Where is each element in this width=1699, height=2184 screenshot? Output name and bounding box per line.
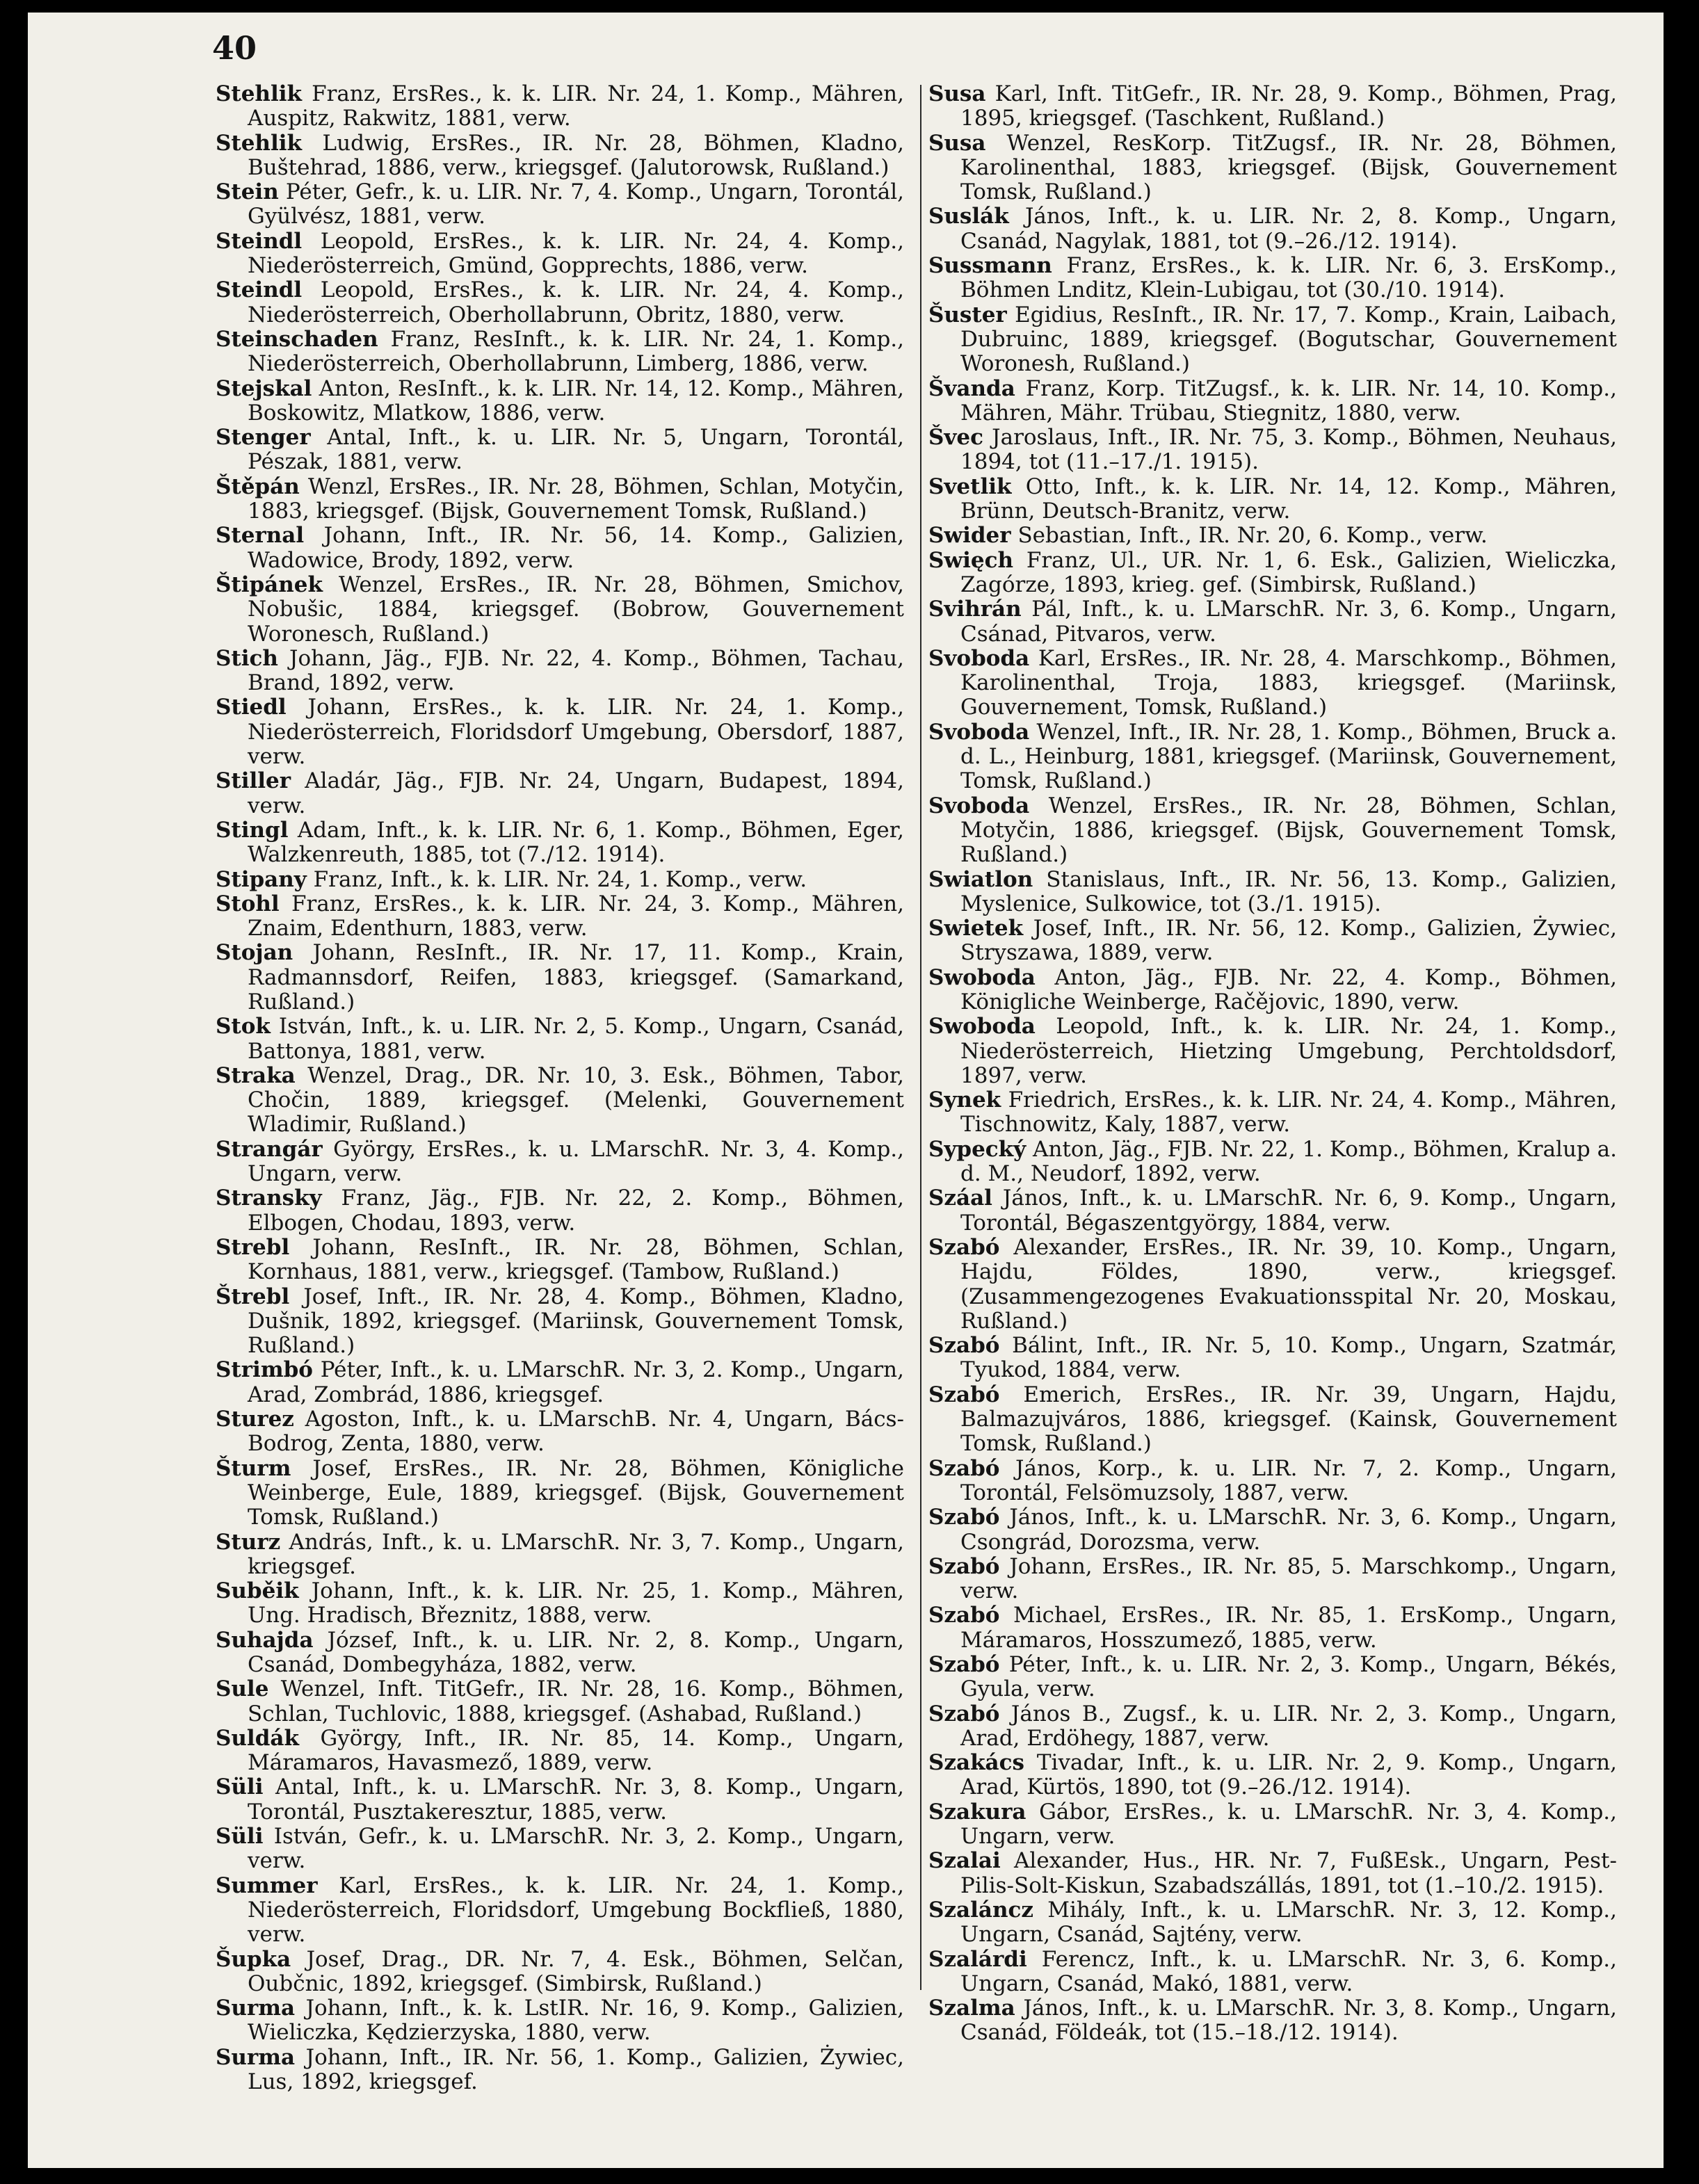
entry-surname: Svoboda (928, 645, 1030, 671)
register-entry (928, 524, 1617, 548)
entry-details: Wenzel, ResKorp. TitZugsf., IR. Nr. 28, Böhmen, Karolinenthal, 1883, kriegsgef. (Bijsk, Gouvernement Tomsk, Rußland.) (960, 130, 1617, 205)
entry-details: Bálint, Inft., IR. Nr. 5, 10. Komp., Ungarn, Szatmár, Tyukod, 1884, verw. (960, 1333, 1617, 1383)
register-entry (216, 1457, 904, 1530)
entry-details: Gábor, ErsRes., k. u. LMarschR. Nr. 3, 4. Komp., Ungarn, verw. (960, 1799, 1617, 1850)
register-entry (928, 1653, 1617, 1702)
entry-surname: Steindl (216, 228, 303, 254)
register-entry (216, 1628, 904, 1678)
entry-surname: Steindl (216, 277, 303, 303)
entry-surname: Stehlik (216, 81, 302, 106)
left-column (216, 82, 904, 2094)
register-entry (216, 377, 904, 426)
entry-surname: Stich (216, 645, 278, 671)
entry-details: János, Inft., k. u. LMarschR. Nr. 3, 8. Komp., Ungarn, Csanád, Földeák, tot (15.–18./12. 1914). (960, 1996, 1617, 2046)
register-entry (928, 916, 1617, 966)
entry-details: Péter, Gefr., k. u. LIR. Nr. 7, 4. Komp., Ungarn, Torontál, Gyülvész, 1881, verw. (248, 179, 904, 229)
register-entry (216, 1825, 904, 1874)
entry-surname: Stingl (216, 817, 289, 843)
entry-details: Franz, ErsRes., k. k. LIR. Nr. 24, 1. Komp., Mähren, Auspitz, Rakwitz, 1881, verw. (248, 81, 904, 131)
column-divider (920, 85, 921, 1990)
entry-details: Franz, ErsRes., k. k. LIR. Nr. 24, 3. Komp., Mähren, Znaim, Edenthurn, 1883, verw. (248, 891, 904, 941)
entry-details: Josef, Inft., IR. Nr. 28, 4. Komp., Böhmen, Kladno, Dušnik, 1892, kriegsgef. (Mariinsk, Gouvernement Tomsk, Rußland.) (248, 1284, 904, 1359)
register-entry (216, 229, 904, 279)
right-column (928, 82, 1617, 2046)
entry-details: Johann, Inft., k. k. LstIR. Nr. 16, 9. Komp., Galizien, Wieliczka, Kędzierzyska, 1880, verw. (248, 1996, 904, 2046)
entry-surname: Stein (216, 179, 279, 205)
entry-details: János, Inft., k. u. LMarschR. Nr. 3, 6. Komp., Ungarn, Csongrád, Dorozsma, verw. (960, 1505, 1617, 1555)
register-entry (216, 941, 904, 1014)
register-entry (216, 868, 904, 892)
entry-surname: Strangár (216, 1136, 323, 1162)
entry-details: József, Inft., k. u. LIR. Nr. 2, 8. Komp., Ungarn, Csanád, Dombegyháza, 1882, verw. (248, 1627, 904, 1677)
register-entry (216, 327, 904, 377)
entry-surname: Šuster (928, 302, 1007, 327)
entry-details: Johann, Inft., k. k. LIR. Nr. 25, 1. Komp., Mähren, Ung. Hradisch, Březnitz, 1888, verw. (248, 1578, 904, 1628)
register-entry (216, 524, 904, 573)
register-entry (928, 1849, 1617, 1898)
register-entry (928, 1457, 1617, 1506)
entry-surname: Štrebl (216, 1284, 290, 1309)
entry-surname: Szaláncz (928, 1897, 1033, 1923)
register-entry (216, 573, 904, 647)
entry-details: Leopold, Inft., k. k. LIR. Nr. 24, 1. Komp., Niederösterreich, Hietzing Umgebung, Perchtoldsdorf, 1897, verw. (960, 1014, 1617, 1088)
entry-surname: Suběik (216, 1578, 299, 1604)
register-entry (216, 818, 904, 868)
entry-surname: Szabó (928, 1652, 1000, 1677)
register-entry (928, 1334, 1617, 1383)
entry-surname: Stipany (216, 866, 307, 892)
entry-details: Alexander, ErsRes., IR. Nr. 39, 10. Komp., Ungarn, Hajdu, Földes, 1890, verw., kriegsgef. (Zusammengezogenes Evakuationsspital Nr. 20, Moskau, Rußland.) (960, 1234, 1617, 1334)
entry-surname: Synek (928, 1087, 1001, 1113)
entry-details: Egidius, ResInft., IR. Nr. 17, 7. Komp., Krain, Laibach, Dubruinc, 1889, kriegsgef. (Bogutschar, Gouvernement Woronesh, Rußland.) (960, 302, 1617, 377)
entry-surname: Stojan (216, 940, 293, 966)
entry-details: Péter, Inft., k. u. LIR. Nr. 2, 3. Komp., Ungarn, Békés, Gyula, verw. (960, 1652, 1617, 1702)
entry-details: Adam, Inft., k. k. LIR. Nr. 6, 1. Komp., Böhmen, Eger, Walzkenreuth, 1885, tot (7./12. 1914). (248, 817, 904, 868)
entry-surname: Szabó (928, 1701, 1000, 1726)
entry-details: Wenzel, ErsRes., IR. Nr. 28, Böhmen, Smichov, Nobušic, 1884, kriegsgef. (Bobrow, Gouvernement Woronesch, Rußland.) (248, 572, 904, 647)
register-entry (928, 1014, 1617, 1088)
register-entry (216, 647, 904, 696)
register-entry (216, 180, 904, 229)
register-entry (216, 1014, 904, 1064)
entry-surname: Sturz (216, 1529, 281, 1555)
entry-surname: Szabó (928, 1234, 1000, 1260)
entry-details: Alexander, Hus., HR. Nr. 7, FußEsk., Ungarn, Pest-Pilis-Solt-Kiskun, Szabadszállás, 1891, tot (1.–10./2. 1915). (960, 1848, 1617, 1898)
register-entry (928, 647, 1617, 720)
register-entry (216, 1236, 904, 1285)
entry-surname: Szakács (928, 1750, 1024, 1776)
register-entry (928, 204, 1617, 254)
register-entry (928, 1236, 1617, 1334)
entry-details: Ludwig, ErsRes., IR. Nr. 28, Böhmen, Kladno, Buštehrad, 1886, verw., kriegsgef. (Jalutorowsk, Rußland.) (248, 130, 904, 180)
entry-surname: Susa (928, 81, 986, 106)
entry-details: Franz, ErsRes., k. k. LIR. Nr. 6, 3. ErsKomp., Böhmen Lnditz, Klein-Lubigau, tot (30./10. 1914). (960, 253, 1617, 303)
register-entry (216, 278, 904, 327)
entry-details: Otto, Inft., k. k. LIR. Nr. 14, 12. Komp., Mähren, Brünn, Deutsch-Branitz, verw. (960, 474, 1617, 524)
entry-details: Josef, Inft., IR. Nr. 56, 12. Komp., Galizien, Żywiec, Stryszawa, 1889, verw. (960, 916, 1617, 966)
entry-surname: Svoboda (928, 793, 1030, 818)
register-entry (216, 1775, 904, 1825)
register-entry (928, 1603, 1617, 1653)
register-entry (928, 254, 1617, 303)
entry-details: Sebastian, Inft., IR. Nr. 20, 6. Komp., verw. (1010, 523, 1488, 549)
entry-details: Karl, Inft. TitGefr., IR. Nr. 28, 9. Komp., Böhmen, Prag, 1895, kriegsgef. (Taschkent, Rußland.) (960, 81, 1617, 131)
entry-surname: Szakura (928, 1799, 1026, 1825)
register-entry (216, 1726, 904, 1776)
register-entry (216, 1358, 904, 1407)
entry-surname: Švec (928, 425, 983, 451)
register-entry (928, 1702, 1617, 1752)
register-entry (928, 597, 1617, 647)
document-page (28, 13, 1664, 2168)
entry-details: Leopold, ErsRes., k. k. LIR. Nr. 24, 4. Komp., Niederösterreich, Oberhollabrunn, Obritz, 1880, verw. (248, 277, 904, 327)
register-entry (216, 131, 904, 181)
entry-details: István, Inft., k. u. LIR. Nr. 2, 5. Komp., Ungarn, Csanád, Battonya, 1881, verw. (248, 1014, 904, 1064)
register-entry (928, 966, 1617, 1015)
entry-details: Karl, ErsRes., k. k. LIR. Nr. 24, 1. Komp., Niederösterreich, Floridsdorf, Umgebung Bockfließ, 1880, verw. (248, 1872, 904, 1948)
entry-surname: Susa (928, 130, 986, 156)
entry-details: Wenzl, ErsRes., IR. Nr. 28, Böhmen, Schlan, Motyčin, 1883, kriegsgef. (Bijsk, Gouvernement Tomsk, Rußland.) (248, 474, 904, 524)
register-entry (928, 475, 1617, 524)
entry-surname: Sturez (216, 1407, 294, 1432)
entry-details: Mihály, Inft., k. u. LMarschR. Nr. 3, 12. Komp., Ungarn, Csanád, Sajtény, verw. (960, 1897, 1617, 1948)
register-entry (928, 1186, 1617, 1236)
entry-details: Péter, Inft., k. u. LMarschR. Nr. 3, 2. Komp., Ungarn, Arad, Zombrád, 1886, kriegsgef. (248, 1357, 904, 1407)
register-entry (928, 131, 1617, 205)
entry-details: István, Gefr., k. u. LMarschR. Nr. 3, 2. Komp., Ungarn, verw. (248, 1824, 904, 1874)
register-entry (216, 1186, 904, 1236)
entry-surname: Sternal (216, 523, 305, 549)
register-entry (216, 1579, 904, 1628)
entry-details: Stanislaus, Inft., IR. Nr. 56, 13. Komp., Galizien, Myslenice, Sulkowice, tot (3./1. 1915). (960, 866, 1617, 916)
register-entry (928, 1555, 1617, 1604)
register-entry (928, 1948, 1617, 1997)
entry-details: György, ErsRes., k. u. LMarschR. Nr. 3, 4. Komp., Ungarn, verw. (248, 1136, 904, 1187)
entry-details: Johann, Inft., IR. Nr. 56, 1. Komp., Galizien, Żywiec, Lus, 1892, kriegsgef. (248, 2044, 904, 2095)
register-entry (216, 1996, 904, 2046)
register-entry (928, 1751, 1617, 1800)
register-entry (216, 1677, 904, 1726)
register-entry (928, 720, 1617, 794)
entry-details: János, Korp., k. u. LIR. Nr. 7, 2. Komp., Ungarn, Torontál, Felsömuzsoly, 1887, verw. (960, 1455, 1617, 1505)
register-entry (928, 1088, 1617, 1138)
page-number: 40 (212, 29, 257, 67)
entry-surname: Svetlik (928, 474, 1012, 499)
register-entry (216, 892, 904, 941)
entry-surname: Stenger (216, 425, 311, 451)
entry-surname: Štěpán (216, 474, 300, 499)
entry-surname: Sussmann (928, 253, 1052, 279)
entry-surname: Stransky (216, 1186, 322, 1211)
entry-details: Franz, ResInft., k. k. LIR. Nr. 24, 1. Komp., Niederösterreich, Oberhollabrunn, Limberg, 1886, verw. (248, 326, 904, 377)
entry-surname: Süli (216, 1774, 264, 1800)
entry-details: Wenzel, Inft., IR. Nr. 28, 1. Komp., Böhmen, Bruck a. d. L., Heinburg, 1881, kriegsgef. (Mariinsk, Gouvernement, Tomsk, Rußland.) (960, 719, 1617, 794)
entry-details: Aladár, Jäg., FJB. Nr. 24, Ungarn, Budapest, 1894, verw. (248, 768, 904, 818)
entry-details: Agoston, Inft., k. u. LMarschB. Nr. 4, Ungarn, Bács-Bodrog, Zenta, 1880, verw. (248, 1407, 904, 1457)
entry-surname: Sule (216, 1676, 269, 1702)
entry-surname: Stiedl (216, 695, 287, 720)
entry-surname: Szalma (928, 1996, 1015, 2021)
entry-details: Johann, Jäg., FJB. Nr. 22, 4. Komp., Böhmen, Tachau, Brand, 1892, verw. (248, 645, 904, 696)
entry-surname: Stok (216, 1014, 271, 1040)
register-entry (216, 1874, 904, 1948)
entry-surname: Szabó (928, 1455, 1000, 1481)
entry-details: Karl, ErsRes., IR. Nr. 28, 4. Marschkomp., Böhmen, Karolinenthal, Troja, 1883, kriegsgef. (Mariinsk, Gouvernement, Tomsk, Rußland.) (960, 645, 1617, 720)
entry-surname: Swiatlon (928, 866, 1033, 892)
entry-details: Franz, Korp. TitZugsf., k. k. LIR. Nr. 14, 10. Komp., Mähren, Mähr. Trübau, Stiegnitz, 1880, verw. (960, 375, 1617, 426)
register-entry (928, 82, 1617, 131)
entry-surname: Svoboda (928, 719, 1030, 745)
entry-surname: Šturm (216, 1455, 291, 1481)
entry-surname: Stejskal (216, 375, 312, 401)
entry-details: Leopold, ErsRes., k. k. LIR. Nr. 24, 4. Komp., Niederösterreich, Gmünd, Gopprechts, 1886, verw. (248, 228, 904, 279)
entry-surname: Strebl (216, 1234, 290, 1260)
entry-surname: Szabó (928, 1382, 1000, 1407)
entry-surname: Surma (216, 1996, 296, 2021)
entry-surname: Swietek (928, 916, 1024, 941)
entry-surname: Swoboda (928, 964, 1036, 990)
register-entry (216, 82, 904, 131)
entry-surname: Svihrán (928, 597, 1022, 622)
entry-details: Franz, Jäg., FJB. Nr. 22, 2. Komp., Böhmen, Elbogen, Chodau, 1893, verw. (248, 1186, 904, 1236)
entry-surname: Surma (216, 2044, 296, 2070)
entry-details: Johann, ResInft., IR. Nr. 17, 11. Komp., Krain, Radmannsdorf, Reifen, 1883, kriegsgef. (Samarkand, Rußland.) (248, 940, 904, 1014)
entry-surname: Száal (928, 1186, 992, 1211)
entry-details: Johann, Inft., IR. Nr. 56, 14. Komp., Galizien, Wadowice, Brody, 1892, verw. (248, 523, 904, 573)
entry-surname: Szalai (928, 1848, 1001, 1874)
entry-surname: Szabó (928, 1603, 1000, 1628)
register-entry (928, 794, 1617, 868)
register-entry (928, 1383, 1617, 1457)
entry-details: Ferencz, Inft., k. u. LMarschR. Nr. 3, 6. Komp., Ungarn, Csanád, Makó, 1881, verw. (960, 1946, 1617, 1996)
entry-surname: Stehlik (216, 130, 302, 156)
entry-surname: Süli (216, 1824, 264, 1850)
entry-details: Antal, Inft., k. u. LIR. Nr. 5, Ungarn, Torontál, Pészak, 1881, verw. (248, 425, 904, 475)
entry-surname: Straka (216, 1062, 296, 1088)
register-entry (216, 1948, 904, 1997)
register-entry (216, 1530, 904, 1580)
register-entry (216, 1064, 904, 1138)
entry-surname: Szalárdi (928, 1946, 1027, 1972)
register-entry (216, 769, 904, 818)
register-entry (216, 1407, 904, 1457)
entry-details: Wenzel, ErsRes., IR. Nr. 28, Böhmen, Schlan, Motyčin, 1886, kriegsgef. (Bijsk, Gouvernement Tomsk, Rußland.) (960, 793, 1617, 868)
entry-details: Friedrich, ErsRes., k. k. LIR. Nr. 24, 4. Komp., Mähren, Tischnowitz, Kaly, 1887, verw. (960, 1087, 1617, 1138)
entry-details: Franz, Ul., UR. Nr. 1, 6. Esk., Galizien, Wieliczka, Zagórze, 1893, krieg. gef. (Simbirsk, Rußland.) (960, 547, 1617, 597)
entry-surname: Stiller (216, 768, 291, 794)
register-entry (928, 377, 1617, 426)
entry-surname: Sypecký (928, 1136, 1026, 1162)
entry-surname: Šupka (216, 1946, 291, 1972)
register-entry (928, 1505, 1617, 1555)
entry-details: Anton, Jäg., FJB. Nr. 22, 1. Komp., Böhmen, Kralup a. d. M., Neudorf, 1892, verw. (960, 1136, 1617, 1187)
entry-surname: Szabó (928, 1553, 1000, 1579)
entry-details: János, Inft., k. u. LIR. Nr. 2, 8. Komp., Ungarn, Csanád, Nagylak, 1881, tot (9.–26./12. 1914). (960, 204, 1617, 254)
register-entry (216, 1138, 904, 1187)
entry-surname: Summer (216, 1872, 318, 1898)
entry-details: Emerich, ErsRes., IR. Nr. 39, Ungarn, Hajdu, Balmazujváros, 1886, kriegsgef. (Kainsk, Gouvernement Tomsk, Rußland.) (960, 1382, 1617, 1457)
entry-surname: Suslák (928, 204, 1009, 229)
entry-surname: Szabó (928, 1505, 1000, 1530)
entry-surname: Štipánek (216, 572, 323, 597)
register-entry (928, 426, 1617, 475)
entry-surname: Swoboda (928, 1014, 1036, 1040)
register-entry (216, 475, 904, 524)
entry-surname: Stohl (216, 891, 280, 916)
register-entry (216, 2046, 904, 2095)
entry-details: Johann, ErsRes., k. k. LIR. Nr. 24, 1. Komp., Niederösterreich, Floridsdorf Umgebung, Obersdorf, 1887, verw. (248, 695, 904, 770)
register-entry (216, 1285, 904, 1359)
register-entry (928, 549, 1617, 598)
entry-details: Anton, Jäg., FJB. Nr. 22, 4. Komp., Böhmen, Königliche Weinberge, Račějovic, 1890, verw. (960, 964, 1617, 1014)
entry-details: Johann, ResInft., IR. Nr. 28, Böhmen, Schlan, Kornhaus, 1881, verw., kriegsgef. (Tambow, Rußland.) (248, 1234, 904, 1285)
entry-details: Michael, ErsRes., IR. Nr. 85, 1. ErsKomp., Ungarn, Máramaros, Hosszumező, 1885, verw. (960, 1603, 1617, 1653)
entry-surname: Strimbó (216, 1357, 313, 1383)
register-entry (928, 868, 1617, 917)
entry-details: János, Inft., k. u. LMarschR. Nr. 6, 9. Komp., Ungarn, Torontál, Bégaszentgyörgy, 1884, verw. (960, 1186, 1617, 1236)
entry-details: Antal, Inft., k. u. LMarschR. Nr. 3, 8. Komp., Ungarn, Torontál, Pusztakeresztur, 1885, verw. (248, 1774, 904, 1825)
entry-details: Jaroslaus, Inft., IR. Nr. 75, 3. Komp., Böhmen, Neuhaus, 1894, tot (11.–17./1. 1915). (960, 425, 1617, 475)
entry-details: Wenzel, Drag., DR. Nr. 10, 3. Esk., Böhmen, Tabor, Chočin, 1889, kriegsgef. (Melenki, Gouvernement Wladimir, Rußland.) (248, 1062, 904, 1138)
register-entry (216, 695, 904, 769)
entry-details: Wenzel, Inft. TitGefr., IR. Nr. 28, 16. Komp., Böhmen, Schlan, Tuchlovic, 1888, kriegsgef. (Ashabad, Rußland.) (248, 1676, 904, 1726)
entry-surname: Švanda (928, 375, 1015, 401)
entry-details: Josef, Drag., DR. Nr. 7, 4. Esk., Böhmen, Selčan, Oubčnic, 1892, kriegsgef. (Simbirsk, Rußland.) (248, 1946, 904, 1996)
register-entry (928, 1898, 1617, 1948)
entry-surname: Swięch (928, 547, 1013, 573)
register-entry (216, 426, 904, 475)
entry-details: János B., Zugsf., k. u. LIR. Nr. 2, 3. Komp., Ungarn, Arad, Erdöhegy, 1887, verw. (960, 1701, 1617, 1751)
entry-details: Josef, ErsRes., IR. Nr. 28, Böhmen, Königliche Weinberge, Eule, 1889, kriegsgef. (Bijsk, Gouvernement Tomsk, Rußland.) (248, 1455, 904, 1530)
entry-details: György, Inft., IR. Nr. 85, 14. Komp., Ungarn, Máramaros, Havasmező, 1889, verw. (248, 1725, 904, 1776)
entry-details: Johann, ErsRes., IR. Nr. 85, 5. Marschkomp., Ungarn, verw. (960, 1553, 1617, 1604)
entry-surname: Steinschaden (216, 326, 378, 352)
entry-surname: Suhajda (216, 1627, 314, 1653)
entry-details: Pál, Inft., k. u. LMarschR. Nr. 3, 6. Komp., Ungarn, Csánad, Pitvaros, verw. (960, 597, 1617, 647)
register-entry (928, 1138, 1617, 1187)
entry-details: Anton, ResInft., k. k. LIR. Nr. 14, 12. Komp., Mähren, Boskowitz, Mlatkow, 1886, verw. (248, 375, 904, 426)
register-entry (928, 1800, 1617, 1850)
entry-details: András, Inft., k. u. LMarschR. Nr. 3, 7. Komp., Ungarn, kriegsgef. (248, 1529, 904, 1579)
register-entry (928, 303, 1617, 377)
entry-details: Franz, Inft., k. k. LIR. Nr. 24, 1. Komp., verw. (306, 866, 807, 892)
entry-surname: Szabó (928, 1333, 1000, 1359)
entry-surname: Swider (928, 523, 1011, 549)
register-entry (928, 1996, 1617, 2046)
entry-surname: Suldák (216, 1725, 299, 1751)
entry-details: Tivadar, Inft., k. u. LIR. Nr. 2, 9. Komp., Ungarn, Arad, Kürtös, 1890, tot (9.–26./12. 1914). (960, 1750, 1617, 1800)
